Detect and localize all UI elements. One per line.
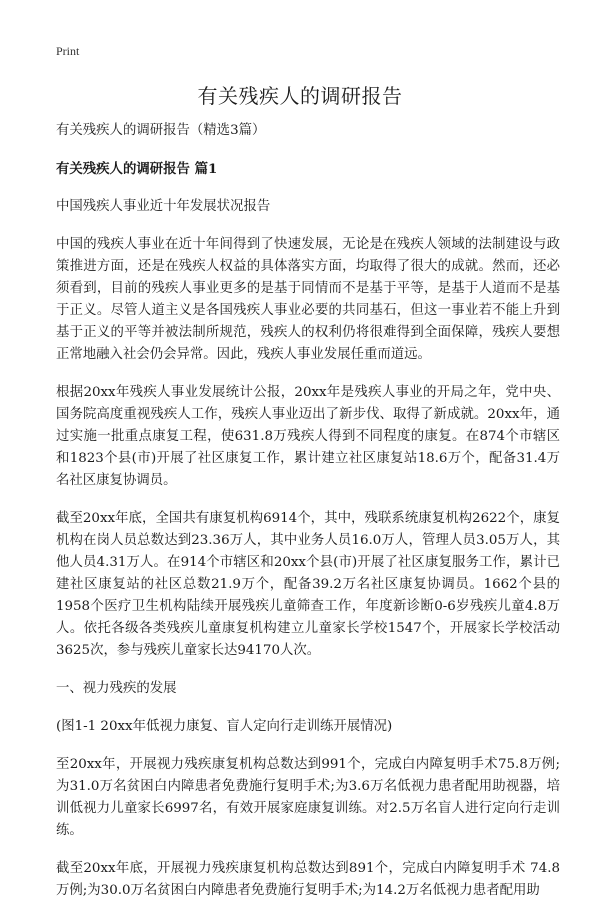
- paragraph: 中国残疾人事业近十年发展状况报告: [56, 199, 271, 214]
- paragraph: 根据20xx年残疾人事业发展统计公报，20xx年是残疾人事业的开局之年，党中央、国务院高度重视残疾人工作，残疾人事业迈出了新步伐、取得了新成就。20xx年，通过实施一批重点康复工程，使631.8万残疾人得到不同程度的康复。在874个市辖区和1823个县(市)开展了社区康复工作，累计建立社区康复站18.6万个，配备31.4万名社区康复协调员。: [56, 385, 560, 488]
- paragraph: 中国的残疾人事业在近十年间得到了快速发展，无论是在残疾人领域的法制建设与政策推进方面，还是在残疾人权益的具体落实方面，均取得了很大的成就。然而，还必须看到，目前的残疾人事业更多的是基于同情而不是基于平等，是基于人道而不是基于正义。尽管人道主义是各国残疾人事业必要的共同基石，但这一事业若不能上升到基于正义的平等并被法制所规范，残疾人的权利仍将很难得到全面保障，残疾人要想正常地融入社会仍会异常。因此，残疾人事业发展任重而道远。: [56, 237, 560, 362]
- document-subtitle: 有关残疾人的调研报告（精选3篇）: [56, 123, 266, 138]
- paragraph: 至20xx年，开展视力残疾康复机构总数达到991个，完成白内障复明手术75.8万例;为31.0万名贫困白内障患者免费施行复明手术;为3.6万名低视力患者配用助视器，培训低视力儿童家长6997名，有效开展家庭康复训练。对2.5万名盲人进行定向行走训练。: [56, 757, 560, 838]
- section-heading: 有关残疾人的调研报告 篇1: [56, 161, 218, 177]
- section-subheading: 一、视力残疾的发展: [56, 681, 177, 696]
- figure-caption: (图1-1 20xx年低视力康复、盲人定向行走训练开展情况): [56, 719, 393, 734]
- document-body: [56, 120, 560, 918]
- paragraph: 截至20xx年底，开展视力残疾康复机构总数达到891个，完成白内障复明手术 74.8万例;为30.0万名贫困白内障患者免费施行复明手术;为14.2万名低视力患者配用助: [56, 861, 560, 898]
- paragraph: 截至20xx年底，全国共有康复机构6914个，其中，残联系统康复机构2622个，康复机构在岗人员总数达到23.36万人，其中业务人员16.0万人，管理人员3.05万人，其他人员4.31万人。在914个市辖区和20xx个县(市)开展了社区康复服务工作，累计已建社区康复站的社区总数21.9万个，配备39.2万名社区康复协调员。1662个县的1958个医疗卫生机构陆续开展残疾儿童筛查工作，年度新诊断0-6岁残疾儿童4.8万人。依托各级各类残疾儿童康复机构建立儿童家长学校1547个，开展家长学校活动3625次，参与残疾儿童家长达94170人次。: [56, 511, 560, 658]
- print-label: Print: [56, 44, 80, 58]
- page-title: 有关残疾人的调研报告: [197, 84, 403, 108]
